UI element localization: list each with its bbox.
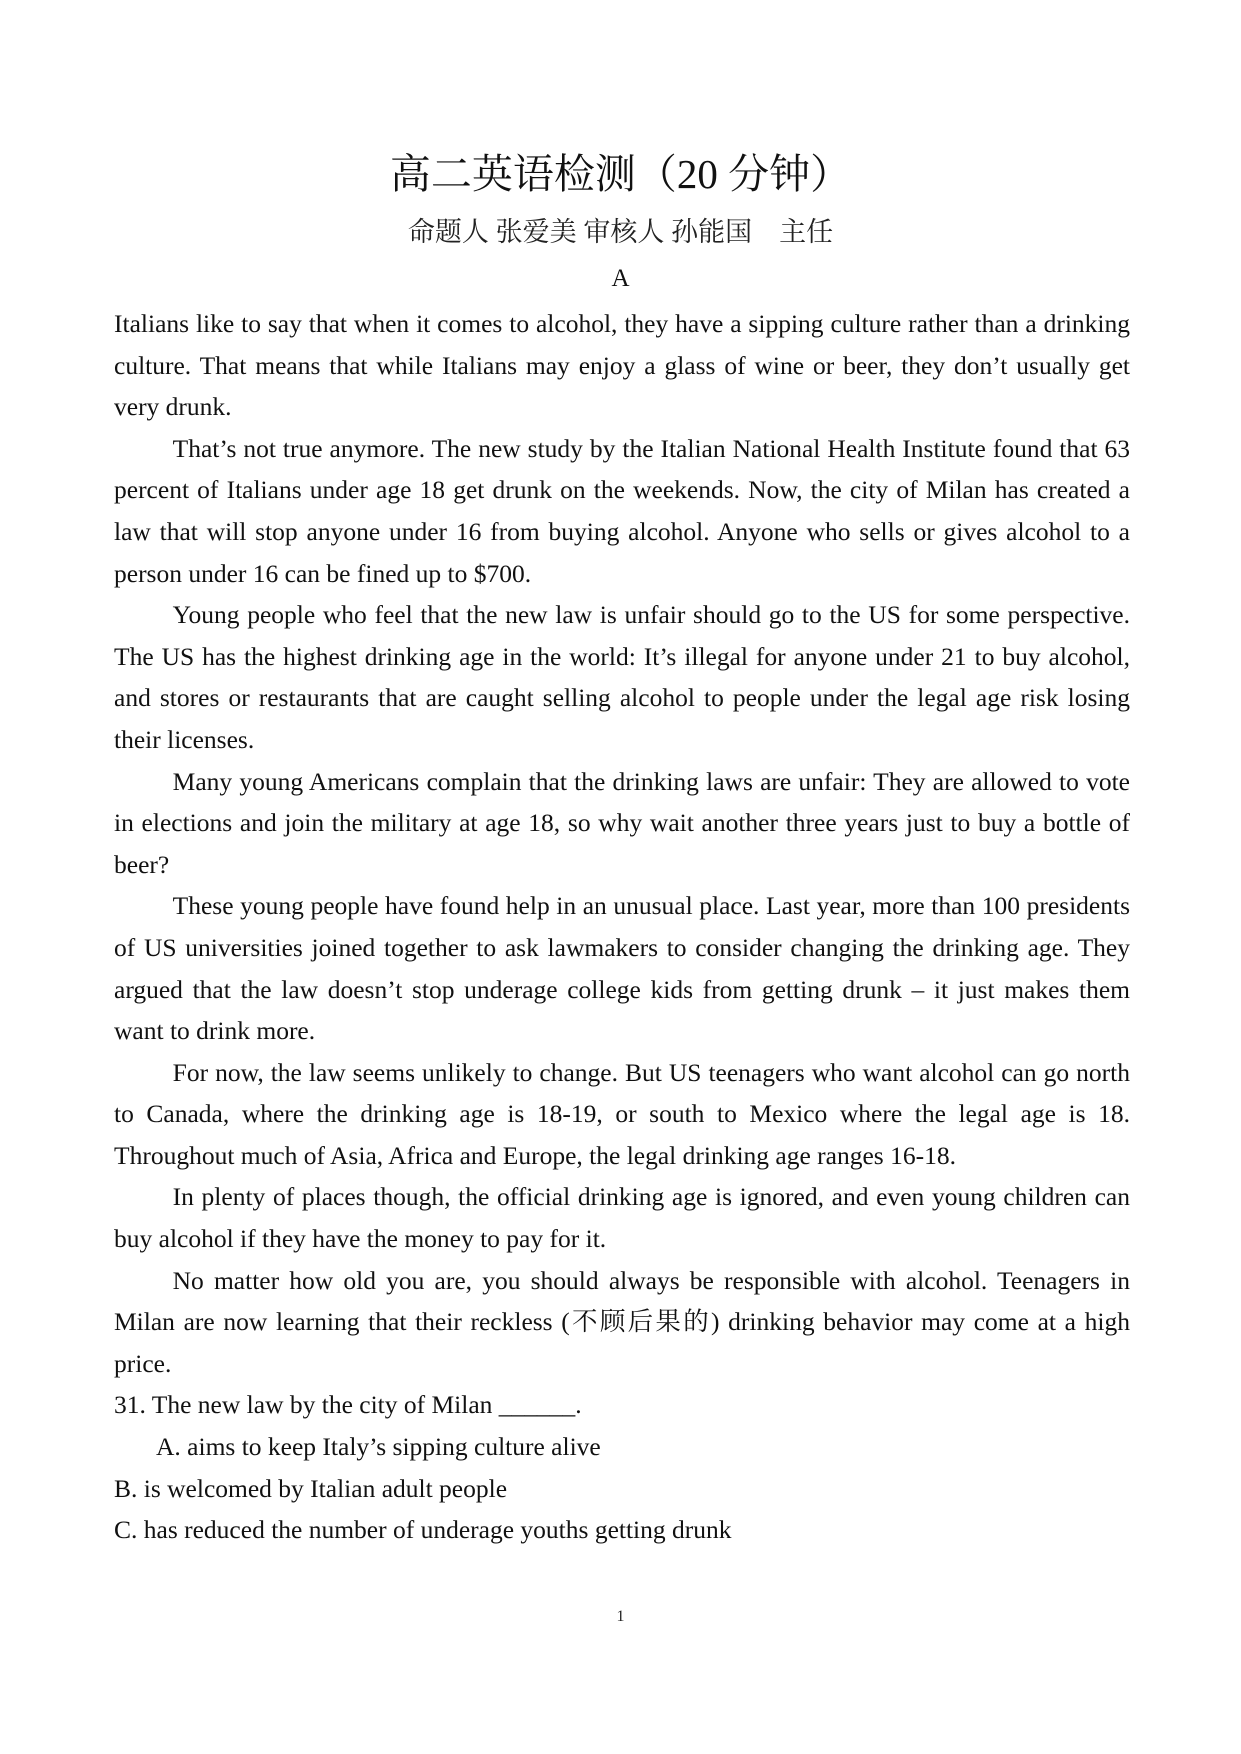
answer-option-a: A. aims to keep Italy’s sipping culture alive [156,1432,601,1462]
paragraph: That’s not true anymore. The new study by the Italian National Health Institute found that 63 percent of Italians under age 18 get drunk on the weekends. Now, the city of Milan has created a law that will stop anyone under 16 from buying alcohol. Anyone who sells or gives alcohol to a person under 16 can be fined up to $700. [114,433,1130,588]
question-stem: 31. The new law by the city of Milan ______. [114,1390,582,1420]
page-number: 1 [616,1608,625,1625]
paragraph: Young people who feel that the new law is unfair should go to the US for some perspective. The US has the highest drinking age in the world: It’s illegal for anyone under 21 to buy alcohol, and stores or restaurants that are caught selling alcohol to people under the legal age risk losing their licenses. [114,600,1130,754]
section-label: A [611,265,630,292]
paragraph: These young people have found help in an unusual place. Last year, more than 100 presidents of US universities joined together to ask lawmakers to consider changing the drinking age. They argued that the law doesn’t stop underage college kids from getting drunk – it just makes them want to drink more. [114,891,1130,1046]
answer-option-b: B. is welcomed by Italian adult people [114,1473,508,1503]
paragraph: No matter how old you are, you should always be responsible with alcohol. Teenagers in Milan are now learning that their reckless (不顾后果的) drinking behavior may come at a high price. [114,1265,1130,1378]
answer-option-c: C. has reduced the number of underage youths getting drunk [114,1515,732,1545]
page-title: 高二英语检测（20 分钟） [389,151,852,197]
paragraph: Many young Americans complain that the drinking laws are unfair: They are allowed to vote in elections and join the military at age 18, so why wait another three years just to buy a bottle of beer? [114,766,1130,879]
paragraph: Italians like to say that when it comes to alcohol, they have a sipping culture rather than a drinking culture. That means that while Italians may enjoy a glass of wine or beer, they don’t usually get very drunk. [114,309,1130,422]
author-byline: 命题人 张爱美 审核人 孙能国 主任 [407,217,834,247]
passage-body [114,303,1130,1551]
paragraph: For now, the law seems unlikely to change. But US teenagers who want alcohol can go north to Canada, where the drinking age is 18-19, or south to Mexico where the legal age is 18. Throughout much of Asia, Africa and Europe, the legal drinking age ranges 16-18. [114,1057,1130,1170]
paragraph: In plenty of places though, the official drinking age is ignored, and even young children can buy alcohol if they have the money to pay for it. [114,1182,1130,1254]
